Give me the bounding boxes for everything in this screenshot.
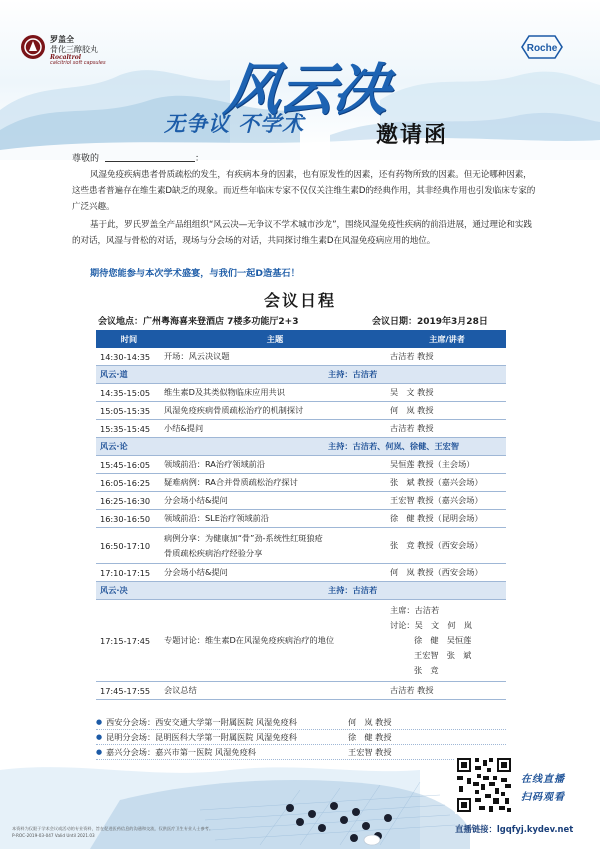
table-row — [96, 600, 506, 682]
table-row — [96, 384, 506, 402]
row-time: 16:05-16:25 — [100, 477, 151, 488]
panel-line: 讨论：吴 文 何 岚 — [390, 620, 472, 630]
row-topic: 开场：风云决议题 — [164, 351, 230, 361]
agenda-title: 会议日程 — [263, 291, 336, 310]
section-host: 主持：古洁若、何岚、徐健、王宏智 — [328, 441, 460, 451]
row-speaker: 吴 文 教授 — [390, 387, 434, 397]
row-topic: 领域前沿：SLE治疗领域前沿 — [164, 513, 269, 523]
agenda-table — [96, 330, 506, 700]
row-topic — [162, 531, 388, 561]
meeting-date: 会议日期：2019年3月28日 — [372, 317, 488, 327]
header-speaker: 主席/讲者 — [429, 333, 465, 344]
row-topic: 疑难病例：RA合并骨质疏松治疗探讨 — [164, 477, 298, 487]
invitation-callout: 期待您能参与本次学术盛宴，与我们一起D造基石！ — [90, 268, 300, 279]
row-time: 16:25-16:30 — [100, 495, 151, 506]
online-live-label: 在线直播 — [521, 774, 565, 785]
panel-chair: 主席：古洁若 — [390, 605, 440, 615]
row-time: 15:45-16:05 — [100, 459, 151, 470]
row-time: 16:30-16:50 — [100, 513, 151, 524]
section-name: 风云·道 — [100, 369, 128, 379]
row-topic-line: 骨质疏松疾病治疗经验分享 — [164, 547, 263, 558]
bullet-icon: ● — [96, 748, 103, 756]
section-host: 主持：古洁若 — [328, 369, 378, 379]
row-topic: 分会场小结&提问 — [164, 495, 228, 505]
panel-line: 张 竞 — [414, 665, 439, 675]
row-topic: 专题讨论：维生素D在风湿免疫疾病治疗的地位 — [164, 635, 335, 645]
row-topic: 风湿免疫疾病骨质疏松治疗的机制探讨 — [164, 405, 304, 415]
branch-name: 昆明分会场：昆明医科大学第一附属医院 风湿免疫科 — [106, 731, 297, 742]
brand-name-en: Rocaltrol — [50, 54, 82, 61]
table-row — [96, 402, 506, 420]
qr-code-icon[interactable] — [455, 756, 513, 814]
scan-to-watch-label: 扫码观看 — [521, 792, 565, 803]
list-item — [96, 715, 506, 730]
row-time: 17:15-17:45 — [100, 635, 151, 646]
row-time: 16:50-17:10 — [100, 540, 151, 551]
branch-person: 何 岚 教授 — [348, 716, 392, 727]
row-time: 15:35-15:45 — [100, 423, 151, 434]
section-header-jue — [96, 582, 506, 600]
row-topic-line: 病例分享：为健康加“骨”劲-系统性红斑狼疮 — [164, 532, 323, 543]
brand-name-cn: 罗盖全 — [50, 35, 74, 44]
table-row — [96, 528, 506, 564]
row-speaker: 吴恒莲 教授（主会场） — [390, 459, 475, 469]
row-speaker: 古洁若 教授 — [390, 685, 434, 695]
intro-paragraph: 风湿免疫疾病患者骨质疏松的发生，有疾病本身的因素，也有原发性的因素，还有药物所致的因素。但无论哪种因素，这些患者普遍存在维生素D缺乏的现象。而近些年临床专家不仅仅关注维生素D的经典作用，其非经典作用也引发临床专家的广泛兴趣。 — [72, 170, 536, 212]
row-speaker: 王宏智 教授（嘉兴会场） — [390, 495, 483, 505]
brand-product-en: calcitriol soft capsules — [50, 60, 106, 66]
section-host: 主持：古洁若 — [328, 585, 378, 595]
table-row — [96, 510, 506, 528]
document-code: P-ROC-2019-03-047 Valid Until 2021.03 — [12, 833, 95, 838]
panel-speakers — [388, 603, 506, 678]
table-row — [96, 420, 506, 438]
meeting-venue: 会议地点：广州粤海喜来登酒店 7楼多功能厅2+3 — [98, 317, 299, 327]
live-stream-link[interactable]: 直播链接：lgqfyj.kydev.net — [455, 824, 574, 834]
table-row — [96, 348, 506, 366]
section-name: 风云·决 — [100, 585, 128, 595]
row-time: 17:45-17:55 — [100, 685, 151, 696]
row-speaker: 古洁若 教授 — [390, 351, 434, 361]
row-topic: 领域前沿：RA治疗领域前沿 — [164, 459, 266, 469]
panel-line: 徐 健 吴恒莲 — [414, 635, 472, 645]
branch-name: 西安分会场：西安交通大学第一附属医院 风湿免疫科 — [106, 716, 297, 727]
disclaimer-text: 本资料为仅限于学术会议或活动的专业资料，旨在促进医药信息的沟通和交流，仅供医疗卫生专业人士参考。 — [12, 826, 214, 831]
invitation-heading: 邀请函 — [376, 122, 449, 148]
panel-line: 王宏智 张 斌 — [414, 650, 472, 660]
roche-logo — [516, 34, 568, 60]
branch-person: 徐 健 教授 — [348, 731, 392, 742]
name-blank-line — [105, 153, 195, 162]
row-speaker: 何 岚 教授 — [390, 405, 434, 415]
branch-person: 王宏智 教授 — [348, 746, 392, 757]
table-row — [96, 564, 506, 582]
table-row — [96, 456, 506, 474]
row-speaker: 张 竞 教授（西安会场） — [390, 540, 483, 550]
row-time: 14:35-15:05 — [100, 387, 151, 398]
table-row — [96, 474, 506, 492]
purpose-paragraph: 基于此，罗氏罗盖全产品组组织“风云决—无争议不学术城市沙龙”，围绕风湿免疫性疾病的前沿进展，通过理论和实践的对话，风湿与骨松的对话，现场与分会场的对话，共同探讨维生素D在风湿免疫病应用的地位。 — [72, 220, 532, 246]
header-topic: 主题 — [266, 333, 284, 344]
row-topic: 小结&提问 — [164, 423, 204, 433]
bullet-icon: ● — [96, 733, 103, 741]
row-topic: 分会场小结&提问 — [164, 567, 228, 577]
table-row — [96, 682, 506, 700]
section-header-dao — [96, 366, 506, 384]
row-speaker: 何 岚 教授（西安会场） — [390, 567, 483, 577]
brand-product-cn: 骨化三醇胶丸 — [50, 45, 98, 54]
row-time: 15:05-15:35 — [100, 405, 151, 416]
roche-logo-text: Roche — [526, 43, 558, 54]
event-subtitle: 无争议 不学术 — [164, 112, 305, 136]
row-speaker: 古洁若 教授 — [390, 423, 434, 433]
row-time: 14:30-14:35 — [100, 351, 151, 362]
section-header-lun — [96, 438, 506, 456]
row-topic: 维生素D及其类似物临床应用共识 — [164, 387, 285, 397]
brand-logo-icon — [20, 34, 46, 60]
brand-block — [20, 32, 130, 66]
row-speaker: 徐 健 教授（昆明会场） — [390, 513, 483, 523]
salutation — [72, 151, 204, 164]
section-name: 风云·论 — [100, 441, 128, 451]
salutation-colon: ： — [195, 154, 205, 164]
row-time: 17:10-17:15 — [100, 567, 151, 578]
salutation-text: 尊敬的 — [72, 154, 100, 164]
table-row — [96, 492, 506, 510]
branch-name: 嘉兴分会场：嘉兴市第一医院 风湿免疫科 — [106, 746, 256, 757]
header-time: 时间 — [120, 333, 138, 344]
row-topic: 会议总结 — [164, 685, 197, 695]
agenda-header-row — [96, 330, 506, 348]
bullet-icon: ● — [96, 718, 103, 726]
row-speaker: 张 斌 教授（嘉兴会场） — [390, 477, 483, 487]
event-title: 风云决 — [220, 58, 392, 123]
